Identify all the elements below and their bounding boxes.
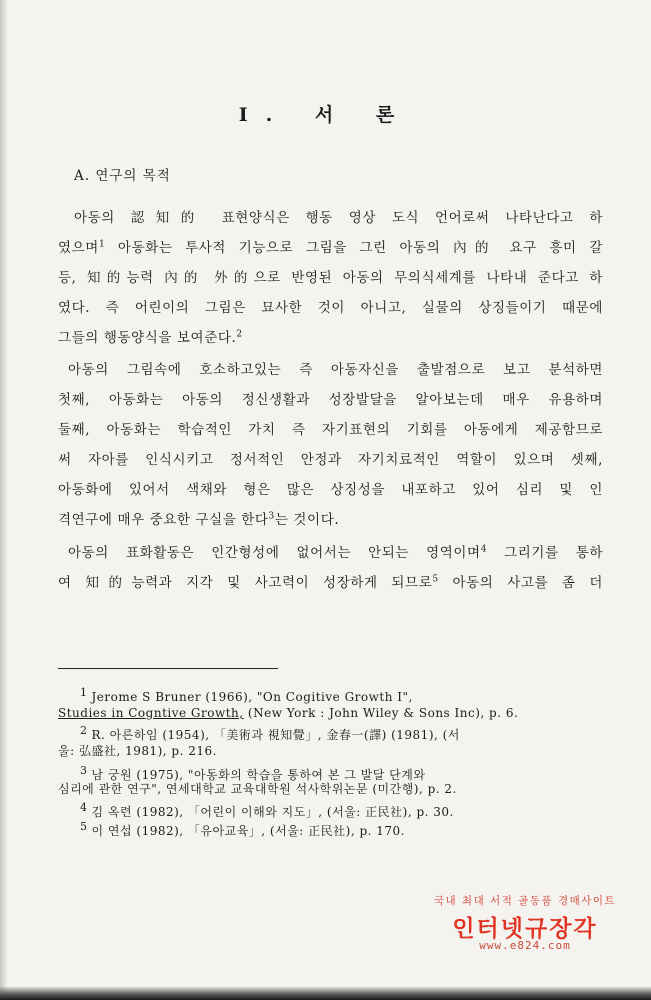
- footnote-3: 3 남 궁원 (1975), "아동화의 학습을 통하여 본 그 발달 단계와: [80, 764, 426, 782]
- footnote-ref: 3: [268, 511, 275, 522]
- book-title: Studies in Cogntive Growth,: [58, 706, 244, 720]
- footnote-2: 2 R. 아른하임 (1954), 「美術과 視知覺」, 金春一(譯) (1981), (서: [80, 724, 460, 742]
- body-line: 였다. 즉 어린이의 그림은 묘사한 것이 아니고, 실물의 상징들이기 때문에: [58, 300, 603, 316]
- body-line: 였으며$^1$ 아동화는 투사적 기능으로 그림을 그린 아동의 內的 요구 흥미 갈: [58, 239, 603, 256]
- footnote-1: 1 Jerome S Bruner (1966), "On Cogitive Growth I",: [80, 686, 413, 704]
- body-line: 아동의 표화활동은 인간형성에 없어서는 안되는 영역이며$^4$ 그리기를 통하: [68, 544, 603, 561]
- body-line: 아동화에 있어서 색채와 형은 많은 상징성을 내포하고 있어 심리 및 인: [58, 482, 603, 498]
- footnote-3-cont: 심리에 관한 연구", 연세대학교 교육대학원 석사학위논문 (미간행), p. 2.: [58, 782, 457, 796]
- watermark-logo: 인터넷규장각: [452, 916, 598, 942]
- footnote-ref: 5: [432, 574, 439, 585]
- footnote-ref: 4: [480, 544, 488, 555]
- page-shadow-left: [0, 0, 8, 1000]
- body-line: 써 자아를 인식시키고 정서적인 안정과 자기치료적인 역할이 있으며 셋째,: [58, 452, 603, 468]
- footnote-5: 5 이 연섭 (1982), 「유아교육」, (서울: 正民社), p. 170.: [80, 820, 405, 838]
- body-line: 격연구에 매우 중요한 구실을 한다$^3$는 것이다.: [58, 511, 340, 528]
- footnote-2-cont: 울: 弘盛社, 1981), p. 216.: [58, 744, 217, 758]
- body-line: 등, 知的능력 內的 外的으로 반영된 아동의 무의식세계를 나타내 준다고 하: [58, 270, 603, 286]
- footnote-ref: 1: [98, 239, 106, 250]
- body-line: 첫째, 아동화는 아동의 정신생활과 성장발달을 알아보는데 매우 유용하며: [58, 392, 603, 408]
- section-heading: A. 연구의 목적: [74, 168, 171, 184]
- chapter-title: I. 서 론: [238, 104, 413, 126]
- body-line: 둘째, 아동화는 학습적인 가치 즉 자기표현의 기회를 아동에게 제공함므로: [58, 422, 603, 438]
- body-line: 아동의 認知的 표현양식은 행동 영상 도식 언어로써 나타난다고 하: [74, 210, 603, 226]
- footnote-1-cont: Studies in Cogntive Growth, (New York : John Wiley & Sons Inc), p. 6.: [58, 706, 519, 720]
- footnote-ref: 2: [236, 329, 243, 340]
- body-line: 여 知的능력과 지각 및 사고력이 성장하게 되므로$^5$ 아동의 사고를 좀 더: [58, 574, 603, 591]
- footnote-4: 4 김 옥련 (1982), 「어린이 이해와 지도」, (서울: 正民社), p. 30.: [80, 801, 454, 819]
- watermark-url: www.e824.com: [479, 939, 571, 952]
- page-shadow-bottom: [0, 986, 651, 1000]
- footnote-divider: [58, 668, 278, 669]
- watermark-tagline: 국내 최대 서적 골동품 경매사이트: [433, 895, 617, 907]
- body-line: 아동의 그림속에 호소하고있는 즉 아동자신을 출발점으로 보고 분석하면: [68, 362, 603, 378]
- body-line: 그들의 행동양식을 보여준다.$^2$: [58, 329, 243, 346]
